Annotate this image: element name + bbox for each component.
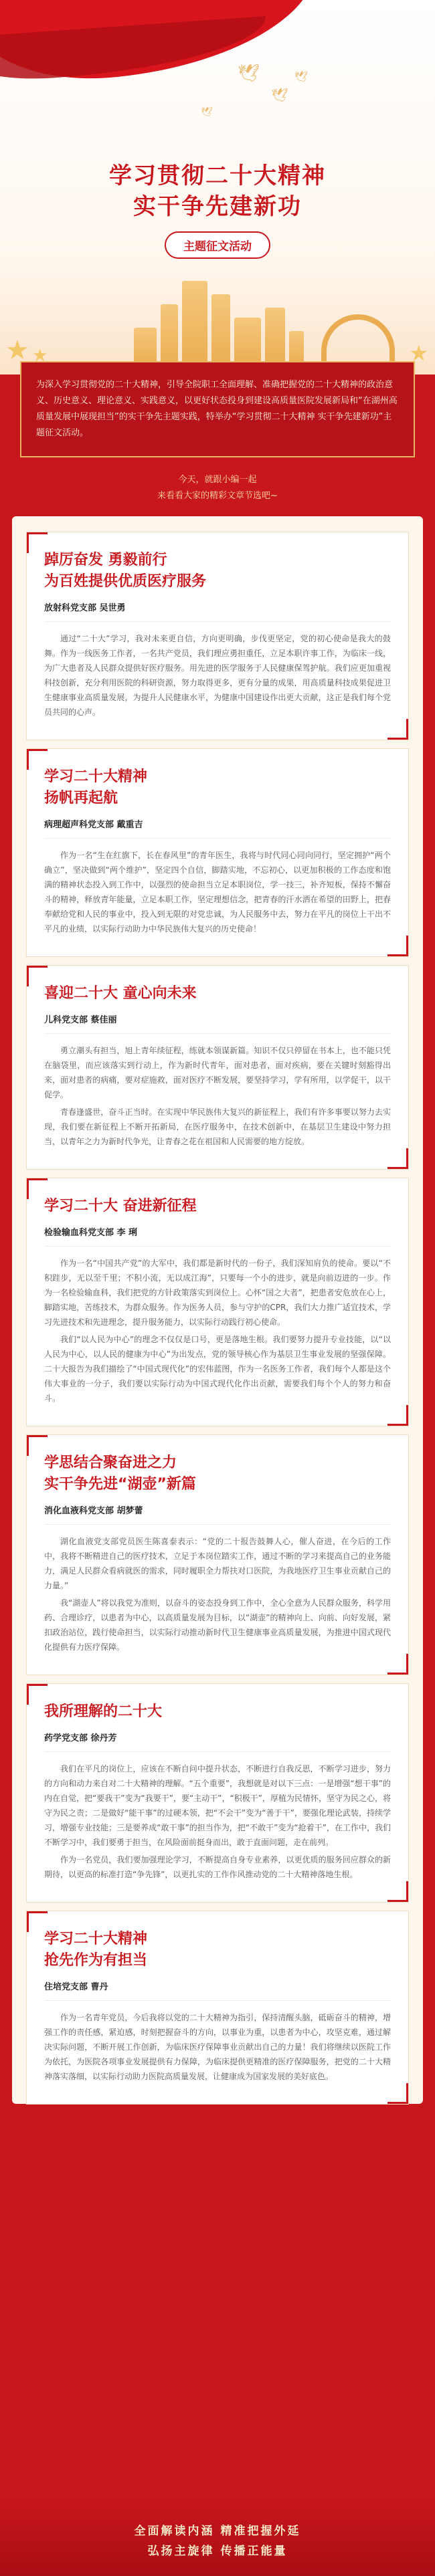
divider <box>44 1751 391 1752</box>
hero-banner <box>0 0 435 374</box>
article-card <box>27 1911 408 2104</box>
divider <box>44 1033 391 1034</box>
footer-slogan-line2: 弘扬主旋律 传播正能量 <box>147 2545 288 2558</box>
divider <box>44 838 391 839</box>
article-title: 学习二十大精神 扬帆再起航 <box>44 768 148 807</box>
intro-caption-line2: 来看看大家的精彩文章节选吧~ <box>157 491 278 501</box>
intro-caption <box>0 472 435 504</box>
intro-text: 为深入学习贯彻党的二十大精神，引导全院职工全面理解、准确把握党的二十大精神的政治意义、历史意义、理论意义、实践意义，以更好状态投身到建设高质量医院发展新局和“在湖州高质量发展中展现担当”的实干争先主题实践，特举办“学习贯彻二十大精神 实干争先建新功”主题征文活动。 <box>36 380 398 438</box>
article-paragraph: 我们在平凡的岗位上，应该在不断自问中提升状态，不断进行自我反思，不断学习进步，努力的方向和动力来自对二十大精神的理解。“五个重要”，我想就是对以下三点：一是增强“想干事”的内在自觉，把“要我干”变为“我要干”，要“主动干”，“积极干”，厚植为民情怀，坚守为民之心，将守为民之责；二是做好“能干事”的过硬本领，把“不会干”变为“善于干”，要强化理论武装，持续学习，增强专业技能；三是要养成“敢干事”的担当作为，把“不敢干”变为“抢着干”，在工作中，我们不断学习中，我们要勇于担当，在风险面前挺身而出，敢于直面问题，走在前列。 <box>44 1764 391 1847</box>
footer-banner <box>0 2496 435 2576</box>
article-paragraph: 青春逢盛世，奋斗正当时。在实现中华民族伟大复兴的新征程上，我们有许多事要以努力去实现，我们要在新征程上不断开拓新局，在医疗服务中，在技术创新中，在基层卫生建设中努力担当，以青年之力为新时代争光，让青春之花在祖国和人民需要的地方绽放。 <box>44 1107 391 1146</box>
theme-badge: 主题征文活动 <box>165 231 270 259</box>
divider <box>44 2000 391 2001</box>
article-author: 住培党支部 曹丹 <box>44 1982 108 1992</box>
article-author: 消化血液科党支部 胡梦蕾 <box>44 1506 143 1516</box>
article-author: 儿科党支部 蔡佳丽 <box>44 1015 117 1025</box>
article-card <box>27 749 408 956</box>
divider <box>44 1246 391 1247</box>
hero-title-block <box>0 160 435 259</box>
divider <box>44 621 391 622</box>
intro-box <box>5 335 428 457</box>
article-paragraph: 我“湖壶人”将以我党为准则，以奋斗的姿态投身到工作中，全心全意为人民群众服务，科学用药、合理诊疗，以患者为中心，以高质量发展为目标，以“湖壶”的精神向上、向前、向好发展，紧扣政治站位，践行使命担当，以实际行动推动新时代卫生健康事业高质量发展，为推进中国式现代化提供有力医疗保障。 <box>44 1598 391 1652</box>
divider <box>44 1524 391 1525</box>
article-paragraph: 通过“二十大”学习，我对未来更自信，方向更明确，步伐更坚定，党的初心使命是我大的鼓舞。作为一线医务工作者，一名共产党员，我们理应勇担重任，立足本职许事工作，为临床一线，为广大患者及人民群众提供好医疗服务。用先进的医学服务于人民健康保驾护航。我们应更加重视科技创新，充分利用医院的科研资源，努力取得更多，更有分量的成果，用高质量科技成果促进卫生健康事业高质量发展，为提升人民健康水平，为健康中国建设作出更大贡献，这正是我们每个党员共同的心声。 <box>44 634 391 717</box>
article-title: 学思结合聚奋进之力 实干争先进“湖壶”新篇 <box>44 1455 196 1493</box>
footer-slogan-line1: 全面解读内涵 精准把握外延 <box>134 2525 301 2538</box>
article-author: 检验输血科党支部 李 琍 <box>44 1228 138 1238</box>
article-card <box>27 532 408 740</box>
article-title: 学习二十大精神 抢先作为有担当 <box>44 1931 148 1969</box>
intro-caption-line1: 今天，就跟小编一起 <box>178 475 257 485</box>
star-icon: ★ <box>32 346 48 366</box>
article-card <box>27 1435 408 1675</box>
article-paragraph: 作为一名党员，我们要加强理论学习，不断提高自身专业素养，以更优质的服务回应群众的新期待，以更高的标准打造“争先锋”，以更扎实的工作作风推动党的二十大精神落地生根。 <box>44 1855 391 1879</box>
article-author: 病理超声科党支部 戴重吉 <box>44 820 143 830</box>
article-card <box>27 966 408 1169</box>
article-title: 喜迎二十大 童心向未来 <box>44 985 197 1002</box>
article-title: 学习二十大 奋进新征程 <box>44 1198 197 1214</box>
hero-title-line1: 学习贯彻二十大精神 <box>109 163 326 189</box>
dove-icon: 🕊 <box>294 70 309 83</box>
star-icon: ★ <box>409 340 428 366</box>
dove-icon: 🕊 <box>271 87 288 103</box>
article-title: 踔厉奋发 勇毅前行 为百姓提供优质医疗服务 <box>44 552 207 590</box>
article-paragraph: 湖化血液党支部党员医生陈喜泰表示：“党的二十报告鼓舞人心，催人奋进，在今后的工作中，我将不断精进自己的医疗技术，立足于本岗位踏实工作，通过不断的学习来提高自己的业务能力，满足人民群众看病就医的需求，同时履职全力帮扶对口医院，为我地医疗卫生事业贡献自己的力量。” <box>44 1537 391 1590</box>
star-icon: ★ <box>5 335 29 366</box>
article-paragraph: 作为一名“生在红旗下，长在春风里”的青年医生，我将与时代同心同向同行，坚定拥护“两个确立”，坚决做到“两个维护”，坚定四个自信，脚踏实地，不忘初心，以更加积极的工作态度和饱满的精神状态投入到工作中，以强烈的使命担当立足本职岗位，学一技三，补齐短板，保持不懈奋斗的精神，释放青年能量，立足本职工作，坚定理想信念，把青春的汗水洒在希望的田野上，把春奉献给党和人民的事业中，投入到无限的对党忠诚，为人民服务中去，努力在平凡的岗位上干出不平凡的业绩，以实际行动助力中华民族伟大复兴的历史使命！ <box>44 851 391 934</box>
dove-icon: 🕊 <box>238 64 260 84</box>
dove-icon: 🕊 <box>201 107 213 118</box>
article-paragraph: 作为一名“中国共产党”的大军中，我们都是新时代的一份子，我们深知肩负的使命。要以“不积跬步，无以至千里；不积小流，无以成江海”，只要每一个小的进步，就是向前迈进的一步。作为一名检验输血科，我们把党的方针政策落实到岗位上。心怀“国之大者”，把患者安危放在心上，脚踏实地，苦练技术，为群众服务。作为医务人员，参与守护的CPR，我们大力推广适宜技术，学习先进技术和先进理念，提升服务能力，以实际行动践行初心使命。 <box>44 1259 391 1327</box>
article-paragraph: 作为一名青年党员，今后我将以党的二十大精神为指引，保持清醒头脑，砥砺奋斗的精神，增强工作的责任感，紧迫感，时刻把握奋斗的方向，以事业为重，以患者为中心，攻坚克难，通过解决实际问题，不断开展工作创新，为临床医疗保障事业贡献出自己的力量！我们将继续以医院工作为依托，为医院各项事业发展提供有力保障，为临床提供更精准的医疗保障服务，把党的二十大精神落实落细，以实际行动助力医院高质量发展，让健康成为国家发展的美好底色。 <box>44 2013 391 2081</box>
article-card <box>27 1684 408 1902</box>
article-paragraph: 我们“以人民为中心”的理念不仅仅是口号，更是落地生根。我们要努力提升专业技能，以“以人民为中心，以人民的健康为中心”为出发点，党的领导核心作为基层卫生事业发展的坚强保障。二十大报告为我们描绘了“中国式现代化”的宏伟蓝图，作为一名医务工作者，我们每个人都是这个伟大事业的一分子，我们要以实际行动为中国式现代化作出贡献，需要我们每个个人的努力和奋斗。 <box>44 1335 391 1403</box>
article-card <box>27 1178 408 1426</box>
hero-title-line2: 实干争先建新功 <box>133 193 302 220</box>
article-title: 我所理解的二十大 <box>44 1703 163 1720</box>
article-author: 药学党支部 徐丹芳 <box>44 1733 117 1743</box>
articles-container <box>12 516 423 2104</box>
article-author: 放射科党支部 吴世勇 <box>44 603 126 613</box>
article-paragraph: 勇立潮头有担当，旭上青年续征程，练就本领谋新篇。知识不仅只停留在书本上，也不能只凭在脑袋里，而应该落实到行动上，作为新时代青年，面对患者，面对疾病，要在关键时刻豁得出来，面对患者的病痛，要对症施救，面对医疗不断发展，要坚持学习，学有所用，以学促干，以干促学。 <box>44 1046 391 1099</box>
